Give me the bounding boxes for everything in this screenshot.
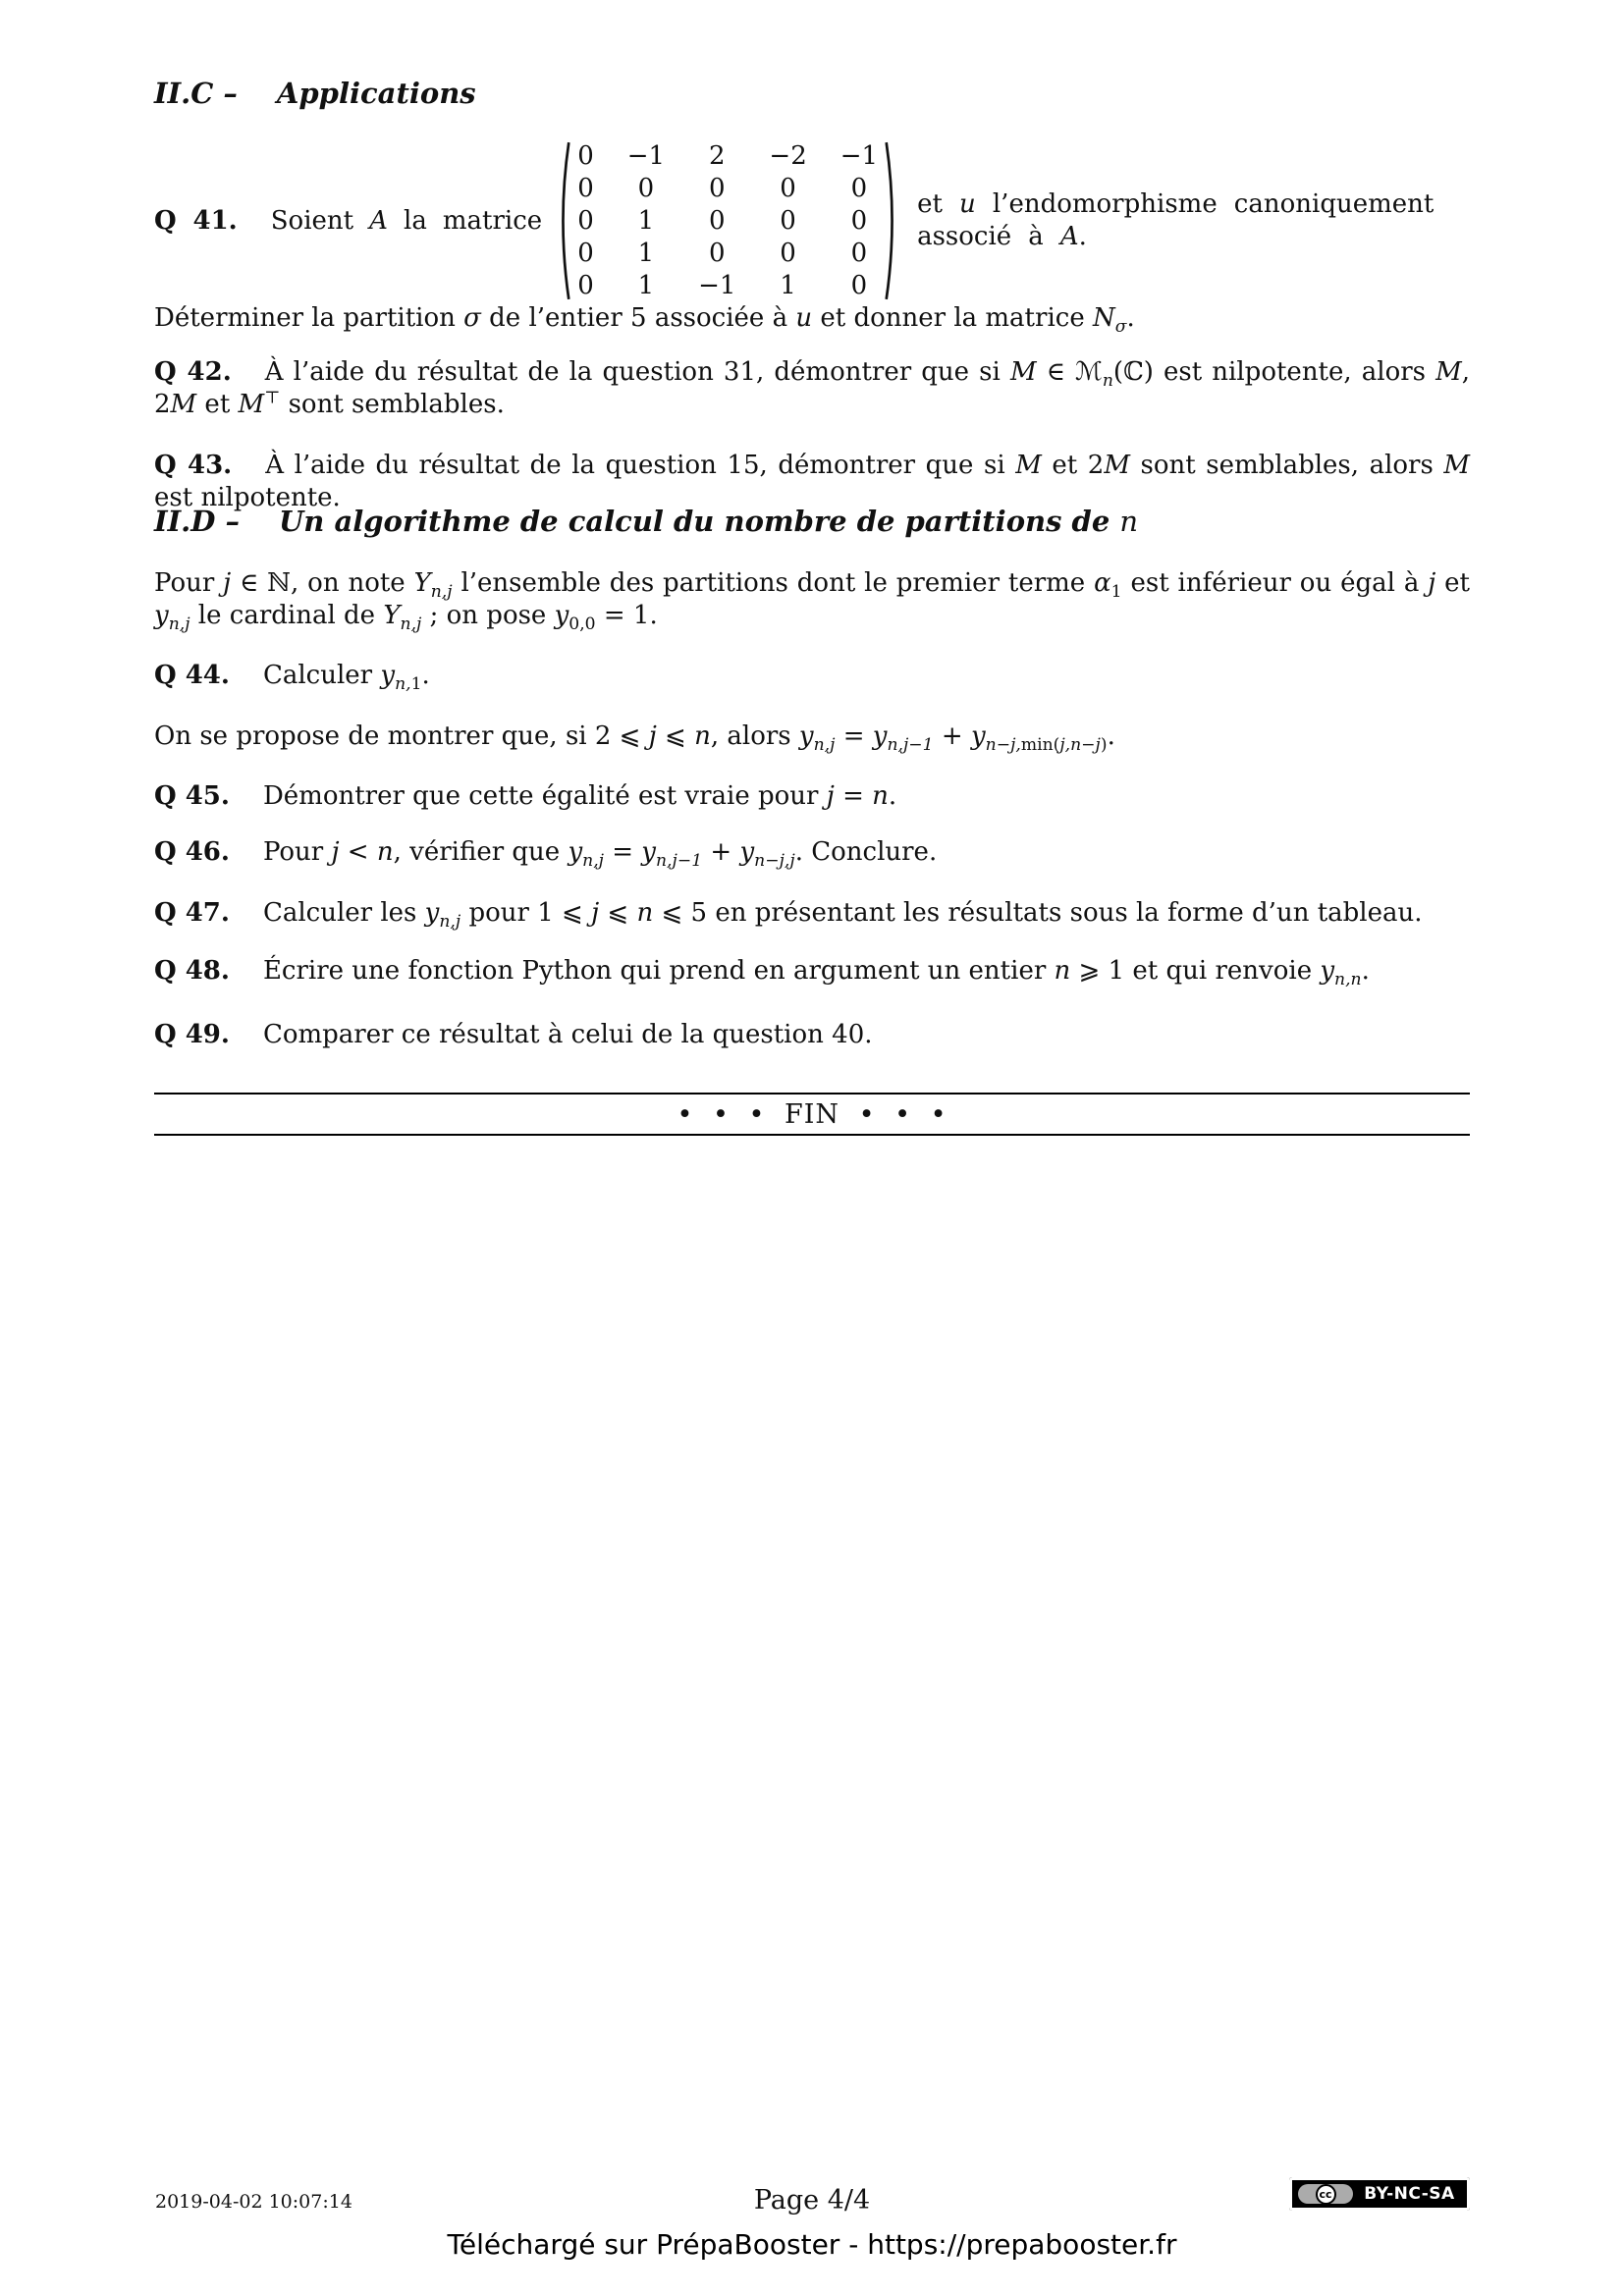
matrix-cell: −1 [839,141,879,171]
cc-logo-pill [1298,2184,1353,2204]
section-heading-iic [154,77,1470,110]
fin-separator [154,1093,1470,1136]
page-number: Page 4/4 [753,2185,871,2216]
question-48: Q 48. Écrire une fonction Python qui prend en argument un entier n ⩾ 1 et qui renvoie $y_{n,n}$. [154,956,1370,990]
matrix-cell: 2 [708,141,726,171]
question-41 [154,137,1470,304]
cc-icon: cc [1316,2184,1336,2205]
section-heading-iid [154,505,1470,538]
matrix-cell: 0 [577,206,594,236]
question-45: Q 45. Démontrer que cette égalité est vraie pour j = n. [154,781,897,811]
matrix-A [554,139,901,302]
question-47: Q 47. Calculer les $y_{n,j}$ pour 1 ⩽ j ⩽ n ⩽ 5 en présentant les résultats sous la forme d’un tableau. [154,898,1423,933]
matrix-cell: 0 [850,206,868,236]
left-paren [554,139,571,302]
section-number: II.C – [154,77,238,110]
footer-timestamp: 2019-04-02 10:07:14 [155,2191,352,2213]
matrix-cell: 0 [850,174,868,203]
matrix-cell: 0 [850,239,868,268]
matrix-cell: −2 [769,141,807,171]
matrix-cell: 0 [577,271,594,300]
matrix-cell: 0 [850,271,868,300]
recurrence-paragraph: On se propose de montrer que, si 2 ⩽ j ⩽ n, alors $y_{n,j} = y_{n,j-1} + y_{n-j,min(j,n-j)}$. [154,721,1115,756]
matrix-cell: 0 [780,206,796,236]
matrix-cell: 1 [637,271,655,300]
question-43: Q 43. À l’aide du résultat de la question 15, démontrer que si M et 2M sont semblables, alors M est nilpotente. [154,451,1470,512]
question-44: Q 44. Calculer $y_{n,1}$. [154,661,430,695]
matrix-cell: 0 [637,174,655,203]
matrix-cell: 1 [637,239,655,268]
question-41-lead: Q 41. Soient A la matrice [154,205,543,236]
question-49: Q 49. Comparer ce résultat à celui de la question 40. [154,1020,873,1049]
matrix-grid [571,139,884,302]
matrix-cell: −1 [626,141,666,171]
matrix-cell: 0 [577,239,594,268]
section-title: Un algorithme de calcul du nombre de partitions de n [278,505,1139,538]
intro-partitions-paragraph: Pour j ∈ ℕ, on note $Y_{n,j}$ l’ensemble des partitions dont le premier terme $\alpha_1$ est inférieur ou égal à j et $y_{n,j}$ le cardinal de $Y_{n,j}$ ; on pose $y_{0,0} = 1$. [154,568,1471,635]
right-paren [884,139,901,302]
matrix-cell: 1 [637,206,655,236]
matrix-cell: 0 [708,239,726,268]
download-attribution: Téléchargé sur PrépaBooster - https://prepabooster.fr [447,2228,1177,2261]
section-number: II.D – [154,505,240,538]
matrix-cell: 0 [708,206,726,236]
matrix-cell: 1 [780,271,796,300]
section-title: Applications [276,77,476,110]
matrix-cell: 0 [780,239,796,268]
cc-license-badge [1289,2177,1470,2211]
matrix-cell: 0 [577,174,594,203]
fin-label: • • • FIN • • • [677,1098,947,1130]
matrix-cell: 0 [780,174,796,203]
cc-license-label: BY-NC-SA [1364,2184,1455,2204]
question-41-followup: Déterminer la partition σ de l’entier 5 associée à u et donner la matrice $N_\sigma$. [154,303,1135,338]
question-41-trail: et u l’endomorphisme canoniquement associé à A. [917,189,1435,251]
matrix-cell: 0 [708,174,726,203]
matrix-cell: 0 [577,141,594,171]
question-46: Q 46. Pour j < n, vérifier que $y_{n,j} = y_{n,j-1} + y_{n-j,j}$. Conclure. [154,837,938,872]
matrix-cell: −1 [698,271,736,300]
question-42: Q 42. À l’aide du résultat de la question 31, démontrer que si M ∈ ℳ$_n$(ℂ) est nilpotente, alors M, 2M et M⊤ sont semblables. [154,357,1471,419]
